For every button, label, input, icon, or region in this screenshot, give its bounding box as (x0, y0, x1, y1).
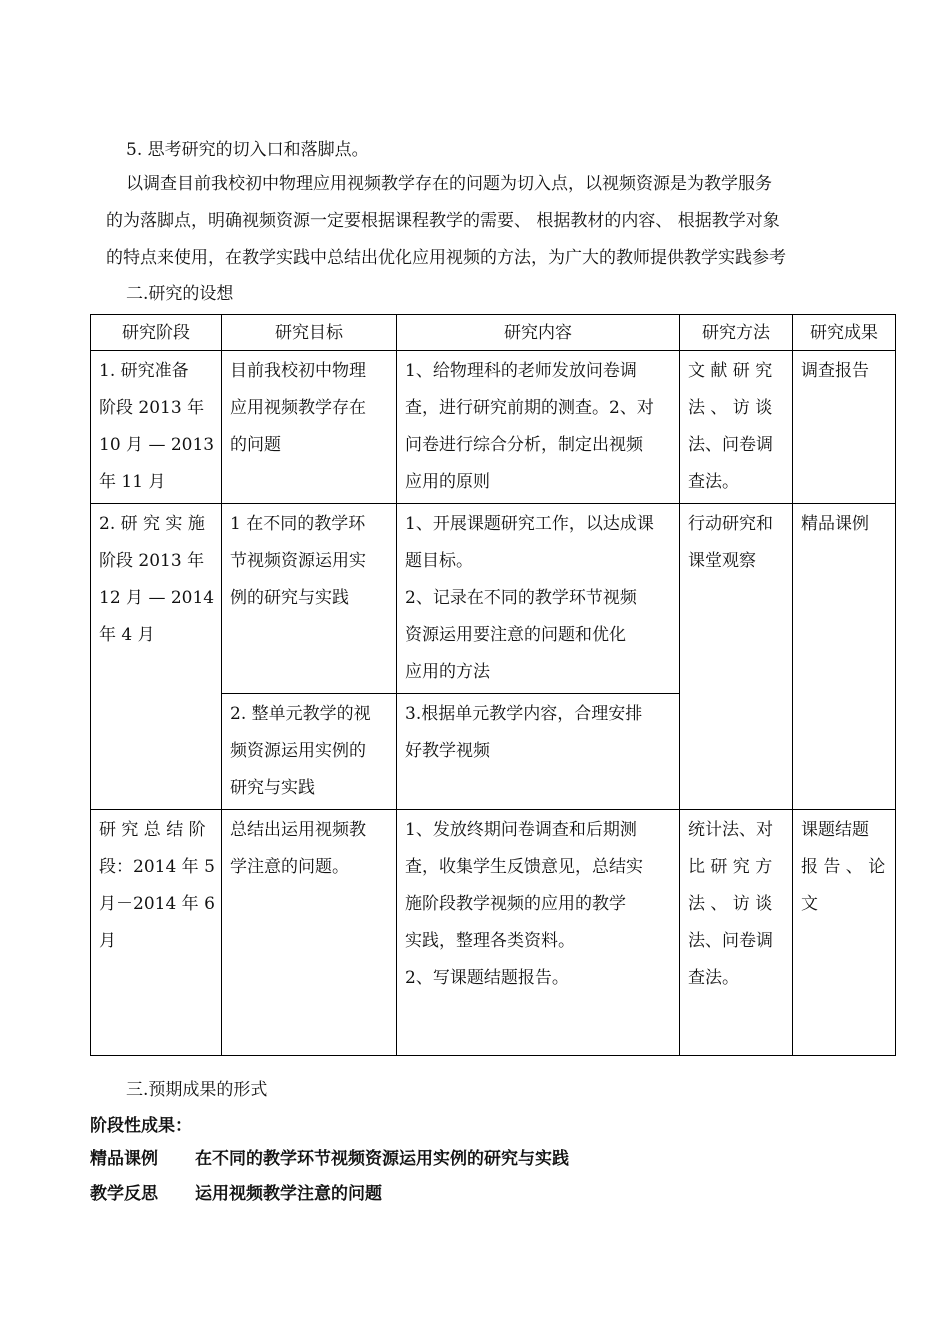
section5-para-line-1: 以调查目前我校初中物理应用视频教学存在的问题为切入点，以视频资源是为教学服务 (126, 174, 772, 194)
row3-content: 3.根据单元教学内容，合理安排 好教学视频 (397, 694, 680, 810)
row3-goal: 2. 整单元教学的视 频资源运用实例的 研究与实践 (222, 694, 397, 810)
outcome-label: 精品课例 (90, 1149, 158, 1169)
outcome-label: 教学反思 (90, 1184, 158, 1204)
row4-result: 课题结题 报 告 、 论 文 (793, 810, 896, 1056)
row4-goal: 总结出运用视频教 学注意的问题。 (222, 810, 397, 1056)
section5-heading: 5. 思考研究的切入口和落脚点。 (126, 140, 369, 160)
row1-goal: 目前我校初中物理 应用视频教学存在 的问题 (222, 351, 397, 504)
row2-goal: 1 在不同的教学环 节视频资源运用实 例的研究与实践 (222, 504, 397, 694)
header-goal: 研究目标 (222, 315, 397, 351)
outcome-value: 运用视频教学注意的问题 (195, 1184, 382, 1204)
table-row (91, 504, 896, 694)
table-row (91, 810, 896, 1056)
outcome-value: 在不同的教学环节视频资源运用实例的研究与实践 (195, 1149, 569, 1169)
row2-method: 行动研究和 课堂观察 (680, 504, 793, 810)
header-method: 研究方法 (680, 315, 793, 351)
row1-result: 调查报告 (793, 351, 896, 504)
row2-content: 1、开展课题研究工作，以达成课 题目标。 2、记录在不同的教学环节视频 资源运用要注意的问题和优化 应用的方法 (397, 504, 680, 694)
outcome-item (90, 1147, 569, 1171)
row1-content: 1、给物理科的老师发放问卷调 查，进行研究前期的测查。2、对 问卷进行综合分析，制定出视频 应用的原则 (397, 351, 680, 504)
row4-content: 1、发放终期问卷调查和后期测 查，收集学生反馈意见，总结实 施阶段教学视频的应用的教学 实践，整理各类资料。 2、写课题结题报告。 (397, 810, 680, 1056)
row2-result: 精品课例 (793, 504, 896, 810)
section2-title: 二.研究的设想 (126, 284, 234, 304)
row4-method: 统计法、对 比 研 究 方 法 、 访 谈 法、问卷调 查法。 (680, 810, 793, 1056)
row1-method: 文 献 研 究 法 、 访 谈 法、问卷调 查法。 (680, 351, 793, 504)
section3-title: 三.预期成果的形式 (126, 1080, 268, 1100)
header-stage: 研究阶段 (91, 315, 222, 351)
row1-stage: 1. 研究准备 阶段 2013 年 10 月 — 2013 年 11 月 (91, 351, 222, 504)
outcomes-title: 阶段性成果： (90, 1116, 192, 1136)
section5-para-line-3: 的特点来使用，在教学实践中总结出优化应用视频的方法，为广大的教师提供教学实践参考 (106, 248, 786, 268)
table-header-row (91, 315, 896, 351)
header-result: 研究成果 (793, 315, 896, 351)
research-plan-table (90, 314, 896, 1056)
row2-stage: 2. 研 究 实 施 阶段 2013 年 12 月 — 2014 年 4 月 (91, 504, 222, 810)
table-row (91, 351, 896, 504)
outcome-item (90, 1182, 382, 1206)
row4-stage: 研 究 总 结 阶 段：2014 年 5 月－2014 年 6 月 (91, 810, 222, 1056)
header-content: 研究内容 (397, 315, 680, 351)
section5-para-line-2: 的为落脚点，明确视频资源一定要根据课程教学的需要、 根据教材的内容、 根据教学对象 (106, 211, 780, 231)
